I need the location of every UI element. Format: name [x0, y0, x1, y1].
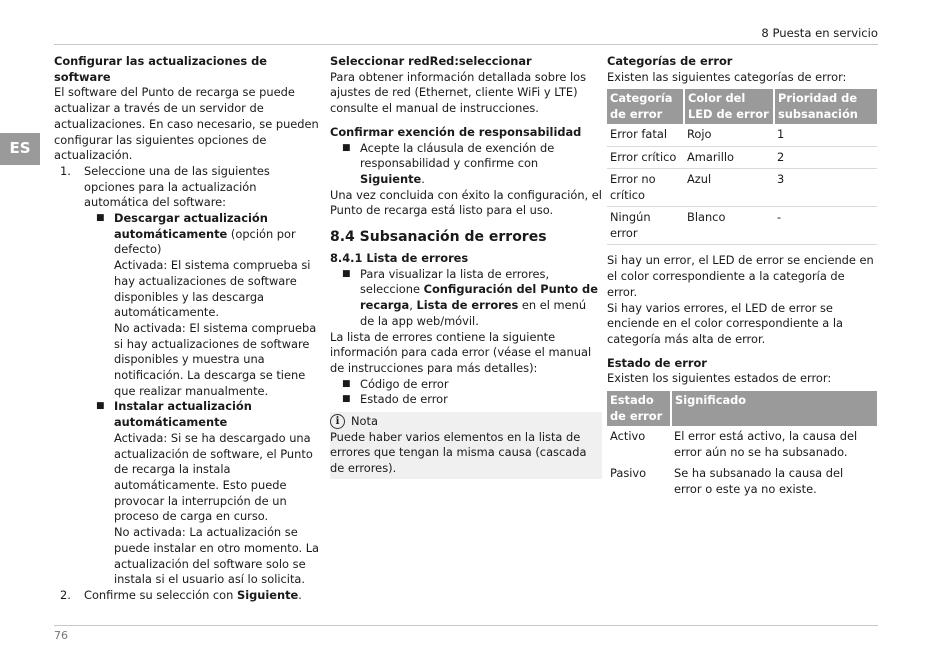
- step-1-text: Seleccione una de las siguientes opciones para la actualización automática del software:: [84, 163, 270, 210]
- section-title: 8.4 Subsanación de errores: [330, 229, 547, 246]
- step-2-bold: Siguiente: [236, 587, 299, 602]
- list-item-label: Código de error: [360, 376, 449, 391]
- bullet-icon: ■: [96, 401, 105, 412]
- note-label: Nota: [351, 414, 378, 429]
- table-cell: El error está activo, la causa del error aún no se ha subsanado.: [674, 429, 858, 459]
- table-row: [607, 463, 877, 500]
- disclaimer-heading: Confirmar exención de responsabilidad: [330, 124, 582, 139]
- info-icon: i: [330, 414, 345, 429]
- option-auto-download: [54, 211, 324, 258]
- subsection-title: 8.4.1 Lista de errores: [330, 251, 469, 266]
- option-auto-download-title: Descargar actualización automáticamente: [114, 211, 268, 241]
- note-box: [330, 412, 602, 479]
- option-auto-install-title: Instalar actualización automáticamente: [114, 399, 252, 430]
- error-list-bullet-bold2: Lista de errores: [416, 298, 519, 313]
- table-row: [607, 169, 877, 207]
- language-tab: ES: [0, 133, 40, 165]
- table-header-row: [607, 89, 877, 124]
- error-list-bullet-bold1: Configuración del Punto de recarga: [360, 282, 598, 313]
- network-heading: Seleccionar redRed:seleccionar: [330, 54, 532, 68]
- table-header-row: [607, 391, 877, 426]
- bullet-icon: ■: [342, 142, 351, 153]
- step-1: [54, 164, 324, 211]
- table-row: [607, 426, 877, 463]
- error-list-bullet: [330, 267, 602, 330]
- option-auto-install-on: Activada: Si se ha descargado una actualización de software, el Punto de recarga la instala automáticamente. Esto puede provocar la interrupción de un proceso de carga en curso.: [114, 430, 313, 524]
- table-header-cell: Prioridad de subsanación: [774, 89, 877, 124]
- table-header-cell: Categoría de error: [607, 89, 684, 124]
- note-header: [330, 414, 600, 430]
- categories-table: [607, 89, 877, 245]
- table-header-cell: Color del LED de error: [684, 89, 774, 124]
- bullet-icon: ■: [96, 213, 105, 224]
- error-list-bullet-suffix: en el menú de la app web/móvil.: [360, 298, 587, 328]
- update-settings-heading: Configurar las actualizaciones de software: [54, 54, 267, 84]
- header-divider: [54, 44, 878, 45]
- led-text-2: Si hay varios errores, el LED de error se enciende en el color correspondiente a la categoría más alta de error.: [607, 300, 844, 346]
- disclaimer-bullet-prefix: Acepte la cláusula de exención de responsabilidad y confirme con: [360, 140, 555, 171]
- note-text: Puede haber varios elementos en la lista de errores que tengan la misma causa (cascada de errores).: [330, 429, 587, 476]
- table-cell: -: [774, 207, 877, 245]
- step-2: [54, 588, 324, 604]
- table-cell: Ningún error: [607, 207, 684, 245]
- disclaimer-bullet-bold: Siguiente: [360, 171, 422, 186]
- step-1-number: 1.: [60, 163, 71, 178]
- column-1: [54, 54, 324, 604]
- states-heading: Estado de error: [607, 355, 707, 370]
- option-auto-install: [54, 399, 324, 430]
- option-auto-download-off: No activada: El sistema comprueba si hay actualizaciones de software disponibles y muestra una notificación. La descarga se tiene que realizar manualmente.: [114, 320, 317, 398]
- table-header-cell: Significado: [671, 391, 877, 426]
- disclaimer-after-text: Una vez concluida con éxito la configuración, el Punto de recarga está listo para el uso.: [330, 187, 602, 218]
- bullet-icon: ■: [342, 378, 351, 389]
- table-cell: Pasivo: [610, 466, 647, 481]
- states-intro: Existen los siguientes estados de error:: [607, 371, 832, 386]
- column-2: [330, 54, 602, 479]
- table-cell: Error fatal: [607, 124, 684, 146]
- disclaimer-bullet-suffix: .: [421, 171, 425, 186]
- table-row: [607, 207, 877, 245]
- list-item: [330, 392, 602, 408]
- table-cell: Rojo: [684, 124, 774, 146]
- page-number: 76: [54, 629, 68, 642]
- list-item-label: Estado de error: [360, 392, 448, 407]
- table-cell: Se ha subsanado la causa del error o este ya no existe.: [674, 466, 844, 496]
- table-cell: Activo: [610, 429, 646, 444]
- table-cell: 3: [774, 169, 877, 207]
- table-row: [607, 124, 877, 146]
- update-intro-text: El software del Punto de recarga se puede actualizar a través de un servidor de actualizaciones. En caso necesario, se pueden configurar las siguientes opciones de actualización.: [54, 85, 319, 163]
- step-2-prefix: Confirme su selección con: [84, 587, 237, 602]
- table-row: [607, 146, 877, 169]
- table-cell: Error crítico: [607, 146, 684, 169]
- table-cell: Amarillo: [684, 146, 774, 169]
- table-cell: Azul: [684, 169, 774, 207]
- error-list-bullet-sep: ,: [409, 298, 417, 313]
- option-auto-install-off: No activada: La actualización se puede instalar en otro momento. La actualización del software solo se instala si el usuario así lo solicita.: [114, 525, 320, 587]
- step-2-number: 2.: [60, 587, 71, 602]
- list-item: [330, 377, 602, 393]
- table-cell: Blanco: [684, 207, 774, 245]
- categories-heading: Categorías de error: [607, 54, 733, 68]
- table-cell: 1: [774, 124, 877, 146]
- option-auto-download-on: Activada: El sistema comprueba si hay actualizaciones de software disponibles y las descarga automáticamente.: [114, 258, 311, 320]
- categories-intro: Existen las siguientes categorías de error:: [607, 69, 847, 84]
- footer-divider: [54, 625, 878, 626]
- network-text: Para obtener información detallada sobre los ajustes de red (Ethernet, cliente WiFi y LTE) consulte el manual de instrucciones.: [330, 69, 587, 116]
- bullet-icon: ■: [342, 394, 351, 405]
- chapter-header: 8 Puesta en servicio: [761, 26, 878, 40]
- table-cell: 2: [774, 146, 877, 169]
- column-3: [607, 54, 877, 500]
- bullet-icon: ■: [342, 268, 351, 279]
- error-list-bullet-prefix: Para visualizar la lista de errores, seleccione: [360, 266, 550, 297]
- table-cell: Error no crítico: [607, 169, 684, 207]
- step-2-suffix: .: [298, 587, 302, 602]
- led-text-1: Si hay un error, el LED de error se enciende en el color correspondiente a la categoría de error.: [607, 253, 874, 299]
- error-list-text: La lista de errores contiene la siguiente información para cada error (véase el manual de instrucciones para más detalles):: [330, 329, 592, 375]
- states-table: [607, 391, 877, 500]
- table-header-cell: Estado de error: [607, 391, 671, 426]
- disclaimer-bullet: [330, 141, 602, 188]
- option-auto-download-suffix: (opción por defecto): [114, 226, 296, 257]
